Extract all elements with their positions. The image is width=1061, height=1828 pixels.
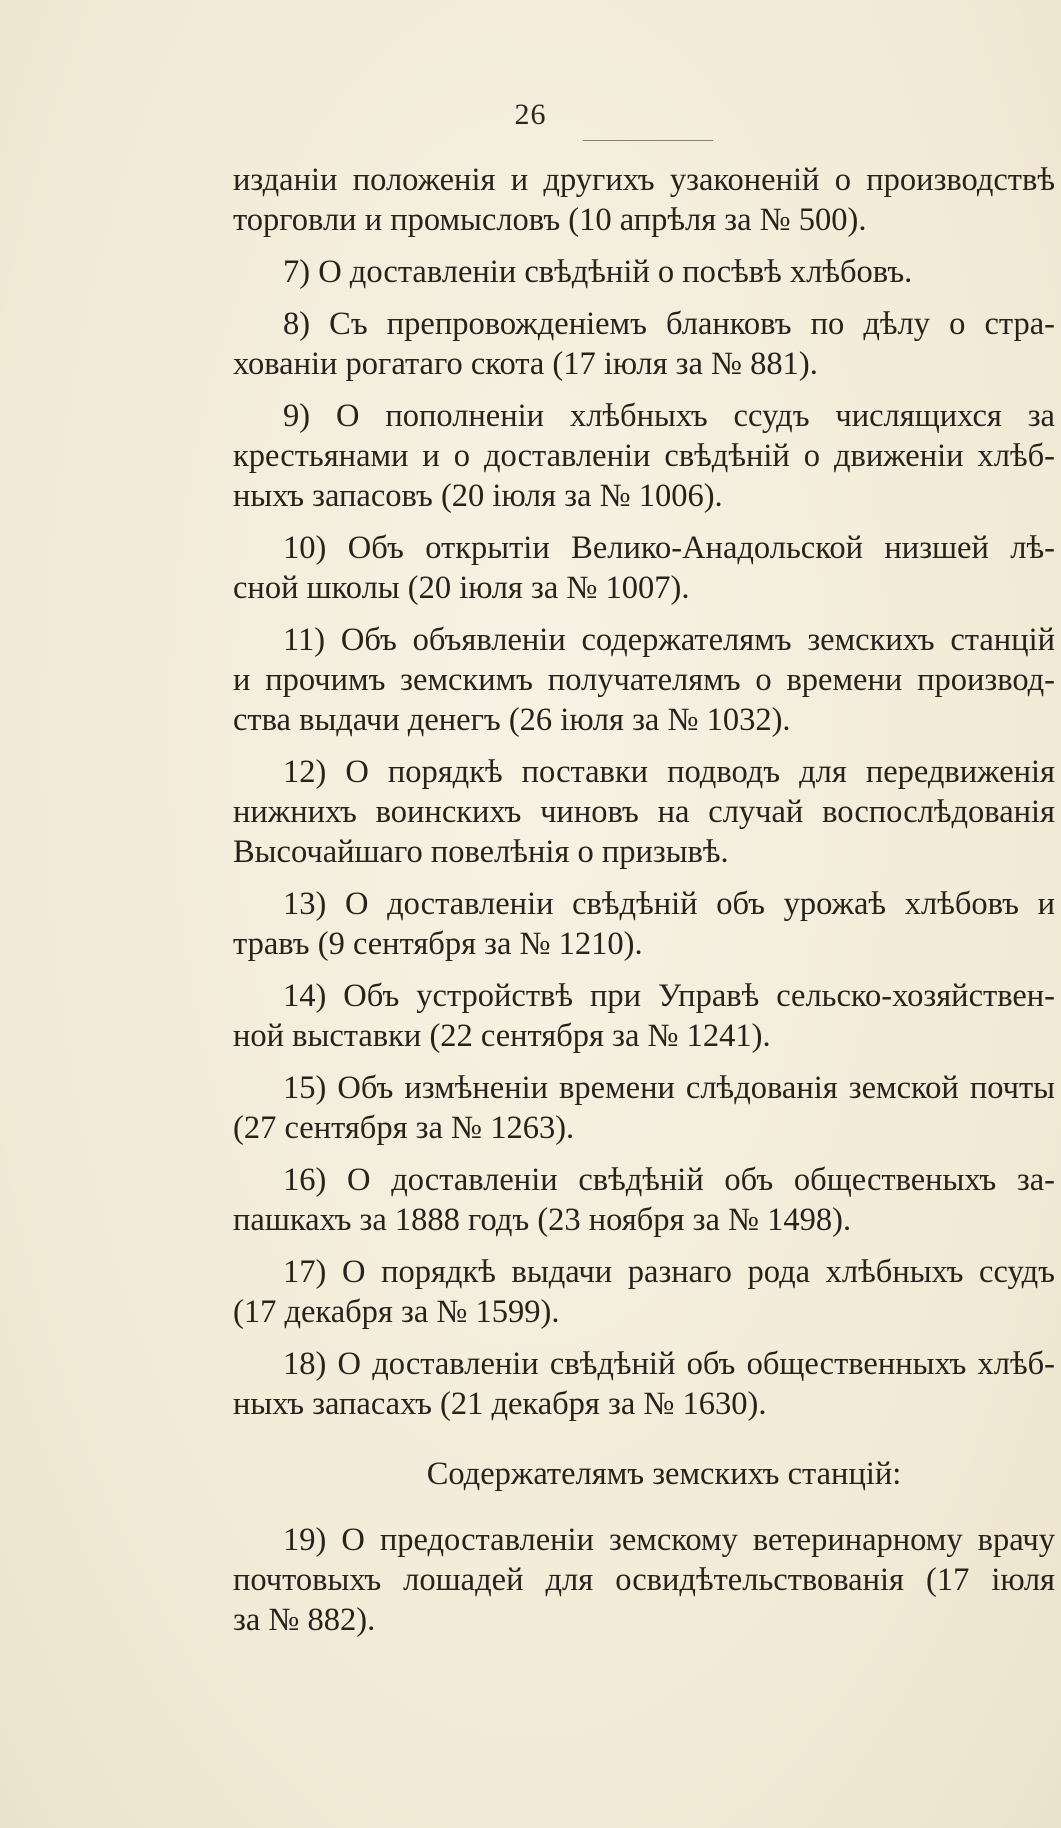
text-line: ныхъ запасахъ (21 декабря за № 1630). (233, 1386, 767, 1422)
paragraph (233, 1520, 1055, 1640)
text-line: 16) О доставленіи свѣдѣній объ общественыхъ за- (283, 1162, 1055, 1198)
text-line: травъ (9 сентября за № 1210). (233, 926, 643, 962)
text-line: за № 882). (233, 1602, 376, 1638)
section-heading: Содержателямъ земскихъ станцій: (426, 1456, 902, 1492)
text-line: Высочайшаго повелѣнія о призывѣ. (233, 834, 729, 870)
paragraph (233, 160, 1055, 240)
text-line: хованіи рогатаго скота (17 іюля за № 881). (233, 346, 818, 382)
text-line: 14) Объ устройствѣ при Управѣ сельско-хозяйствен- (283, 978, 1055, 1014)
paragraph (233, 752, 1055, 872)
paragraph (233, 1344, 1055, 1424)
text-line: ной выставки (22 сентября за № 1241). (233, 1018, 771, 1054)
text-line: 15) Объ измѣненіи времени слѣдованія земской почты (283, 1070, 1055, 1106)
text-line: сной школы (20 іюля за № 1007). (233, 570, 690, 606)
paragraph-list-after-heading (233, 1520, 1055, 1640)
text-line: (27 сентября за № 1263). (233, 1110, 575, 1146)
paragraph (233, 976, 1055, 1056)
text-line: 7) О доставленіи свѣдѣній о посѣвѣ хлѣбовъ. (283, 254, 913, 290)
text-line: торговли и промысловъ (10 апрѣля за № 500). (233, 202, 867, 238)
text-line: 9) О пополненіи хлѣбныхъ ссудъ числящихся за (283, 398, 1055, 434)
text-line: крестьянами и о доставленіи свѣдѣній о движеніи хлѣб- (233, 438, 1055, 474)
paragraph (233, 252, 1055, 292)
text-line: ныхъ запасовъ (20 іюля за № 1006). (233, 478, 723, 514)
text-line: нижнихъ воинскихъ чиновъ на случай воспослѣдованія (233, 794, 1055, 830)
paragraph (233, 1068, 1055, 1148)
paragraph-list (233, 160, 1055, 1424)
page-number-rule (583, 140, 713, 141)
text-line: 19) О предоставленіи земскому ветеринарному врачу (283, 1522, 1055, 1558)
text-line: пашкахъ за 1888 годъ (23 ноября за № 1498). (233, 1202, 852, 1238)
text-line: (17 декабря за № 1599). (233, 1294, 560, 1330)
text-line: ства выдачи денегъ (26 іюля за № 1032). (233, 702, 791, 738)
document-body (233, 160, 1055, 1652)
text-line: 13) О доставленіи свѣдѣній объ урожаѣ хлѣбовъ и (283, 886, 1055, 922)
paragraph (233, 1252, 1055, 1332)
paragraph (233, 620, 1055, 740)
text-line: 12) О порядкѣ поставки подводъ для передвиженія (283, 754, 1055, 790)
paragraph (233, 884, 1055, 964)
text-line: изданіи положенія и другихъ узаконеній о производствѣ (233, 162, 1055, 198)
text-line: 10) Объ открытіи Велико-Анадольской низшей лѣ- (283, 530, 1055, 566)
text-line: почтовыхъ лошадей для освидѣтельствованія (17 іюля (233, 1562, 1055, 1598)
text-line: 18) О доставленіи свѣдѣній объ общественныхъ хлѣб- (283, 1346, 1055, 1382)
text-line: и прочимъ земскимъ получателямъ о времени производ- (233, 662, 1055, 698)
paragraph (233, 528, 1055, 608)
text-line: 11) Объ объявленіи содержателямъ земскихъ станцій (283, 622, 1055, 658)
page-number: 26 (514, 98, 547, 131)
paragraph (233, 396, 1055, 516)
paragraph (233, 304, 1055, 384)
paragraph (233, 1160, 1055, 1240)
text-line: 8) Съ препровожденіемъ бланковъ по дѣлу о стра- (283, 306, 1055, 342)
text-line: 17) О порядкѣ выдачи разнаго рода хлѣбныхъ ссудъ (283, 1254, 1055, 1290)
